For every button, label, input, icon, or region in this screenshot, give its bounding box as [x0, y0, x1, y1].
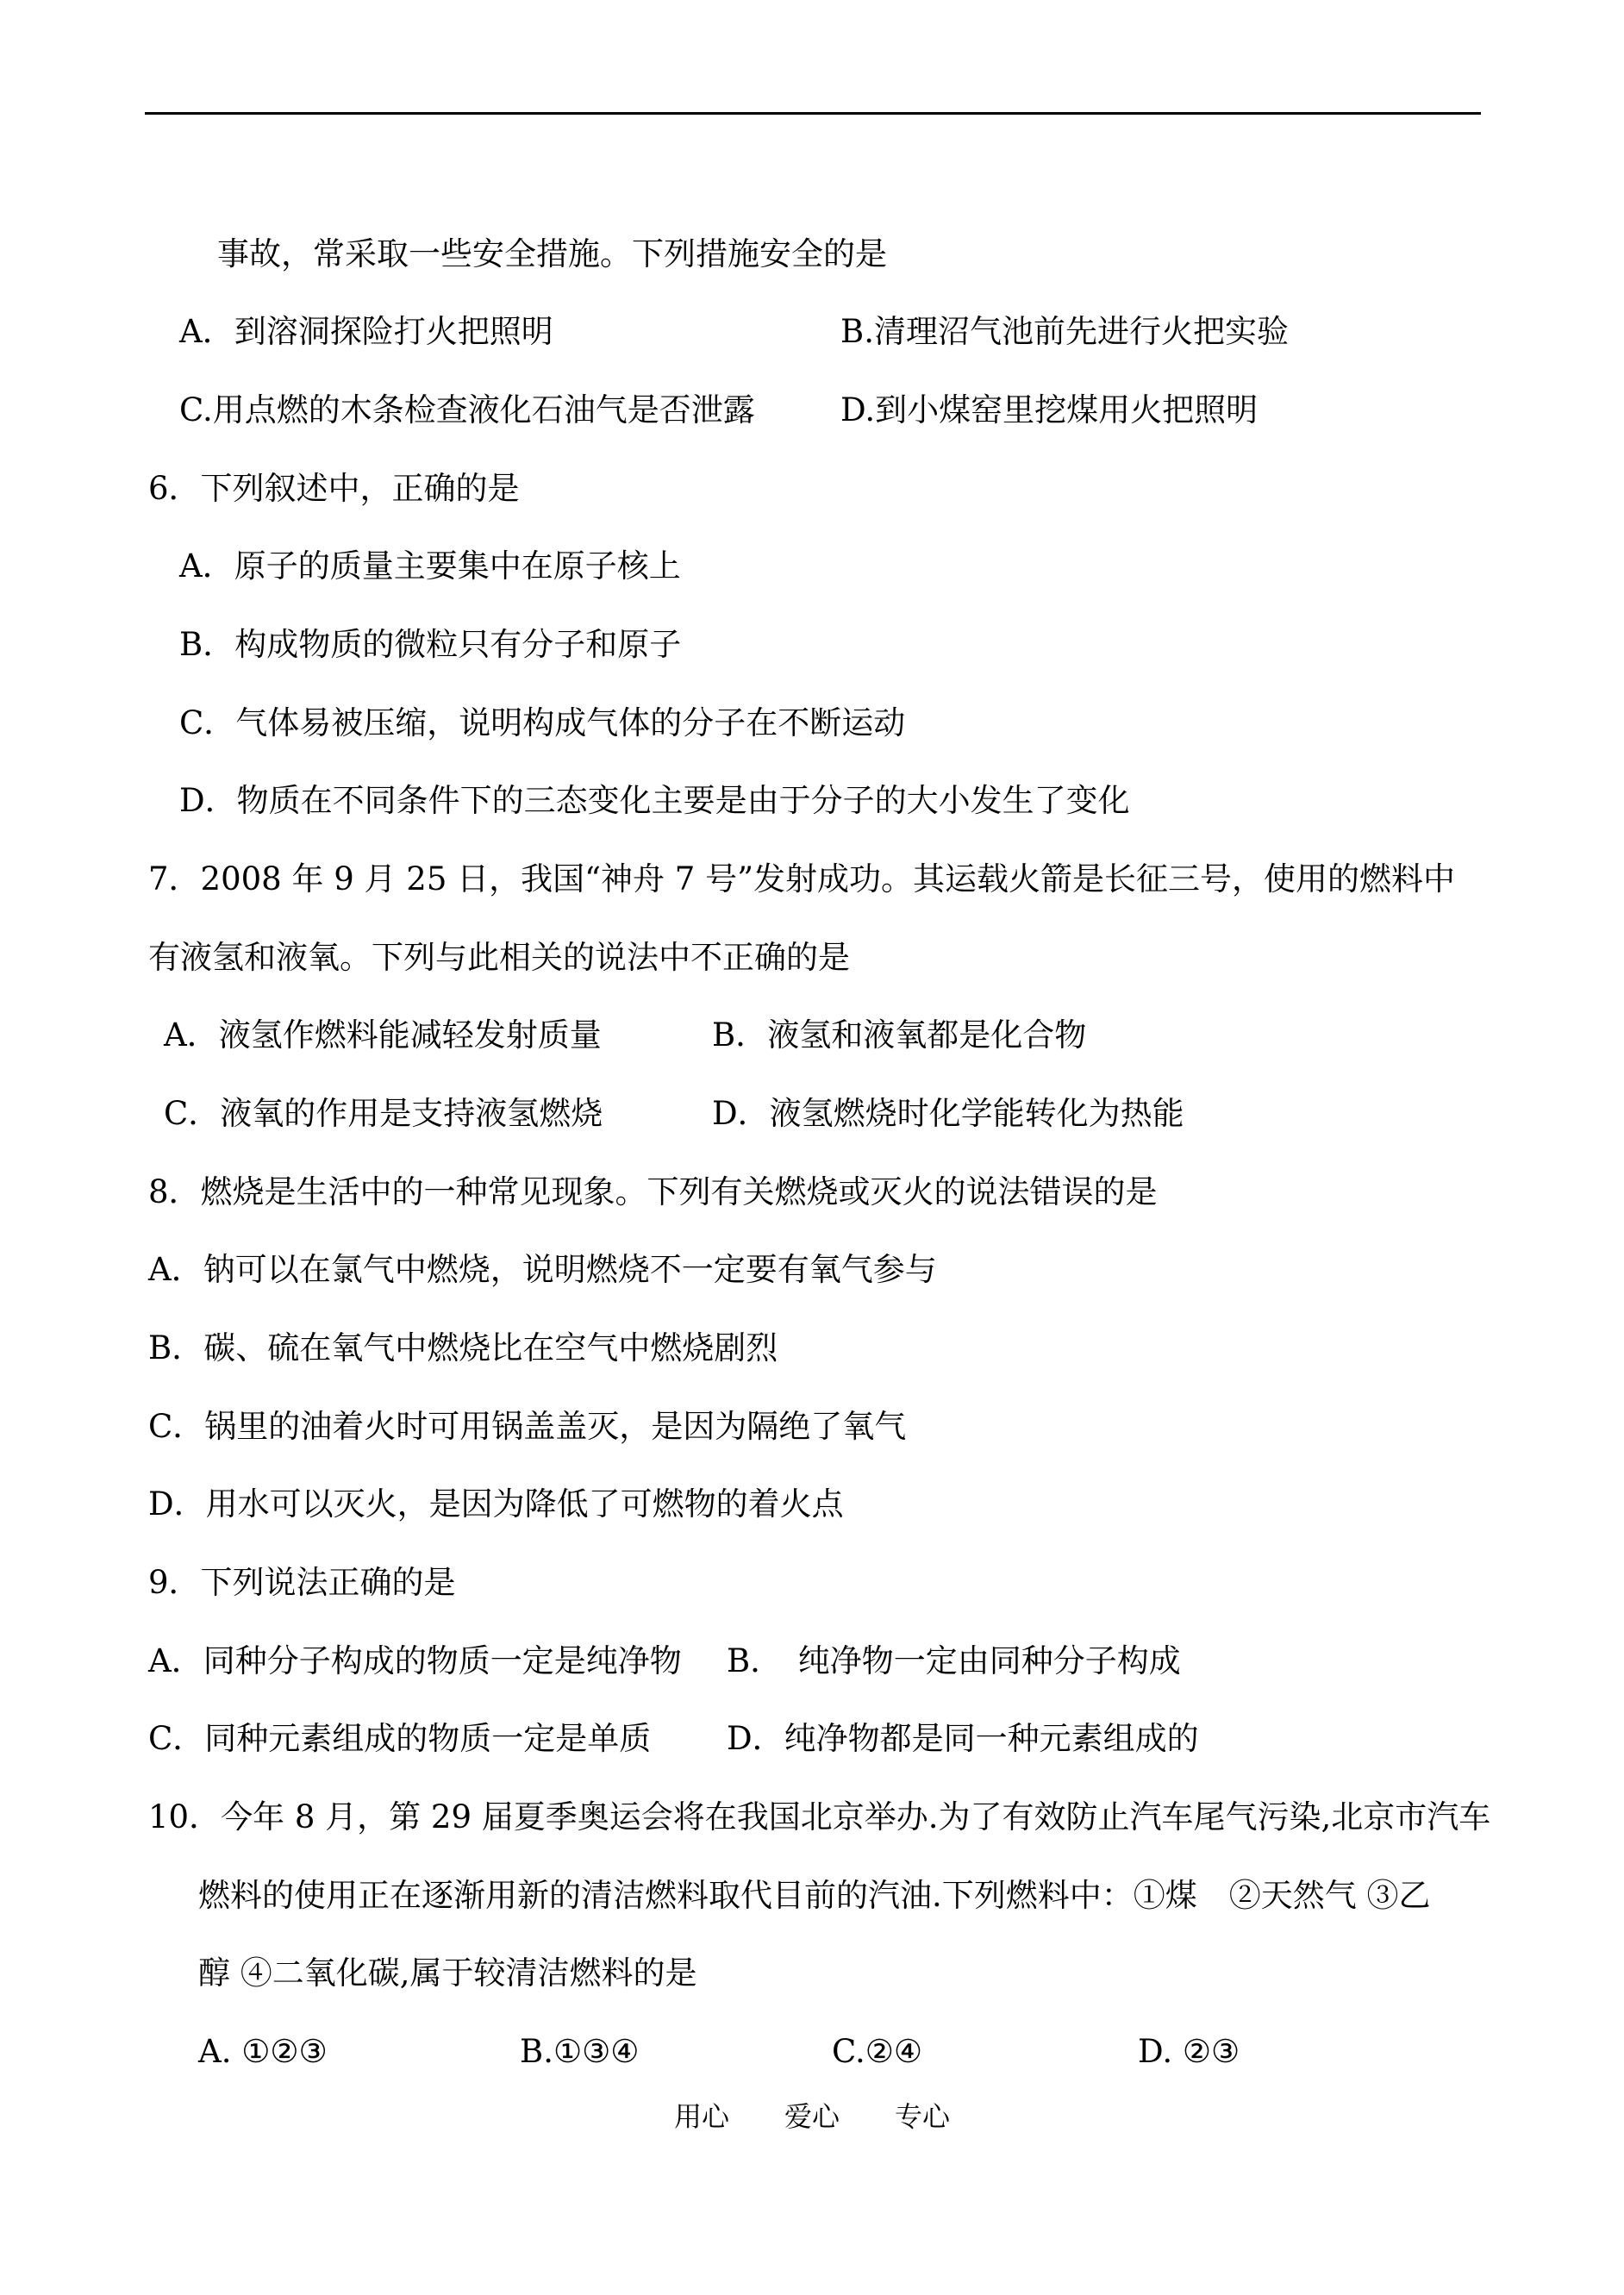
q9-stem: 9．下列说法正确的是: [148, 1564, 456, 1601]
q10-option-a: A. ①②③: [198, 2033, 328, 2070]
q9-option-c: C．同种元素组成的物质一定是单质: [148, 1720, 652, 1757]
q10-stem-line1: 10．今年 8 月，第 29 届夏季奥运会将在我国北京举办.为了有效防止汽车尾气污染,北京市汽车: [148, 1798, 1491, 1835]
q8-option-c: C．锅里的油着火时可用锅盖盖灭，是因为隔绝了氧气: [148, 1408, 907, 1445]
q8-option-b: B．碳、硫在氧气中燃烧比在空气中燃烧剧烈: [148, 1329, 778, 1366]
q7-stem-line2: 有液氢和液氧。下列与此相关的说法中不正确的是: [148, 939, 850, 976]
q8-option-a: A．钠可以在氯气中燃烧，说明燃烧不一定要有氧气参与: [148, 1251, 937, 1288]
q10-option-b: B.①③④: [520, 2033, 640, 2070]
q7-option-c: C．液氧的作用是支持液氢燃烧: [164, 1095, 603, 1132]
q9-option-b: B． 纯净物一定由同种分子构成: [727, 1642, 1181, 1679]
q6-option-d: D．物质在不同条件下的三态变化主要是由于分子的大小发生了变化: [179, 782, 1130, 819]
q5-option-c: C.用点燃的木条检查液化石油气是否泄露: [179, 391, 755, 428]
q9-option-d: D．纯净物都是同一种元素组成的: [727, 1720, 1199, 1757]
q5-option-d: D.到小煤窑里挖煤用火把照明: [840, 391, 1259, 428]
q7-option-a: A．液氢作燃料能减轻发射质量: [164, 1016, 602, 1054]
q8-stem: 8．燃烧是生活中的一种常见现象。下列有关燃烧或灭火的说法错误的是: [148, 1173, 1158, 1210]
q10-option-d: D. ②③: [1138, 2033, 1240, 2070]
q6-option-c: C．气体易被压缩，说明构成气体的分子在不断运动: [179, 704, 906, 741]
q6-option-b: B．构成物质的微粒只有分子和原子: [179, 626, 682, 663]
q10-stem-line3: 醇 ④二氧化碳,属于较清洁燃料的是: [198, 1954, 697, 1992]
q6-option-a: A．原子的质量主要集中在原子核上: [179, 547, 681, 585]
header-rule: [145, 112, 1481, 115]
q10-stem-line2: 燃料的使用正在逐渐用新的清洁燃料取代目前的汽油.下列燃料中：①煤 ②天然气 ③乙: [198, 1877, 1431, 1914]
q7-option-b: B．液氢和液氧都是化合物: [712, 1016, 1087, 1054]
intro-text: 事故，常采取一些安全措施。下列措施安全的是: [217, 235, 887, 272]
q6-stem: 6．下列叙述中，正确的是: [148, 470, 520, 507]
q9-option-a: A．同种分子构成的物质一定是纯净物: [148, 1642, 682, 1679]
q7-stem-line1: 7．2008 年 9 月 25 日，我国“神舟 7 号”发射成功。其运载火箭是长征三号，使用的燃料中: [148, 860, 1456, 897]
page-footer: 用心 爱心 专心: [673, 2100, 950, 2133]
q7-option-d: D．液氢燃烧时化学能转化为热能: [712, 1095, 1184, 1132]
q5-option-a: A．到溶洞探险打火把照明: [179, 313, 553, 350]
q5-option-b: B.清理沼气池前先进行火把实验: [840, 313, 1289, 350]
q8-option-d: D．用水可以灭火，是因为降低了可燃物的着火点: [148, 1485, 844, 1523]
q10-option-c: C.②④: [832, 2033, 923, 2070]
